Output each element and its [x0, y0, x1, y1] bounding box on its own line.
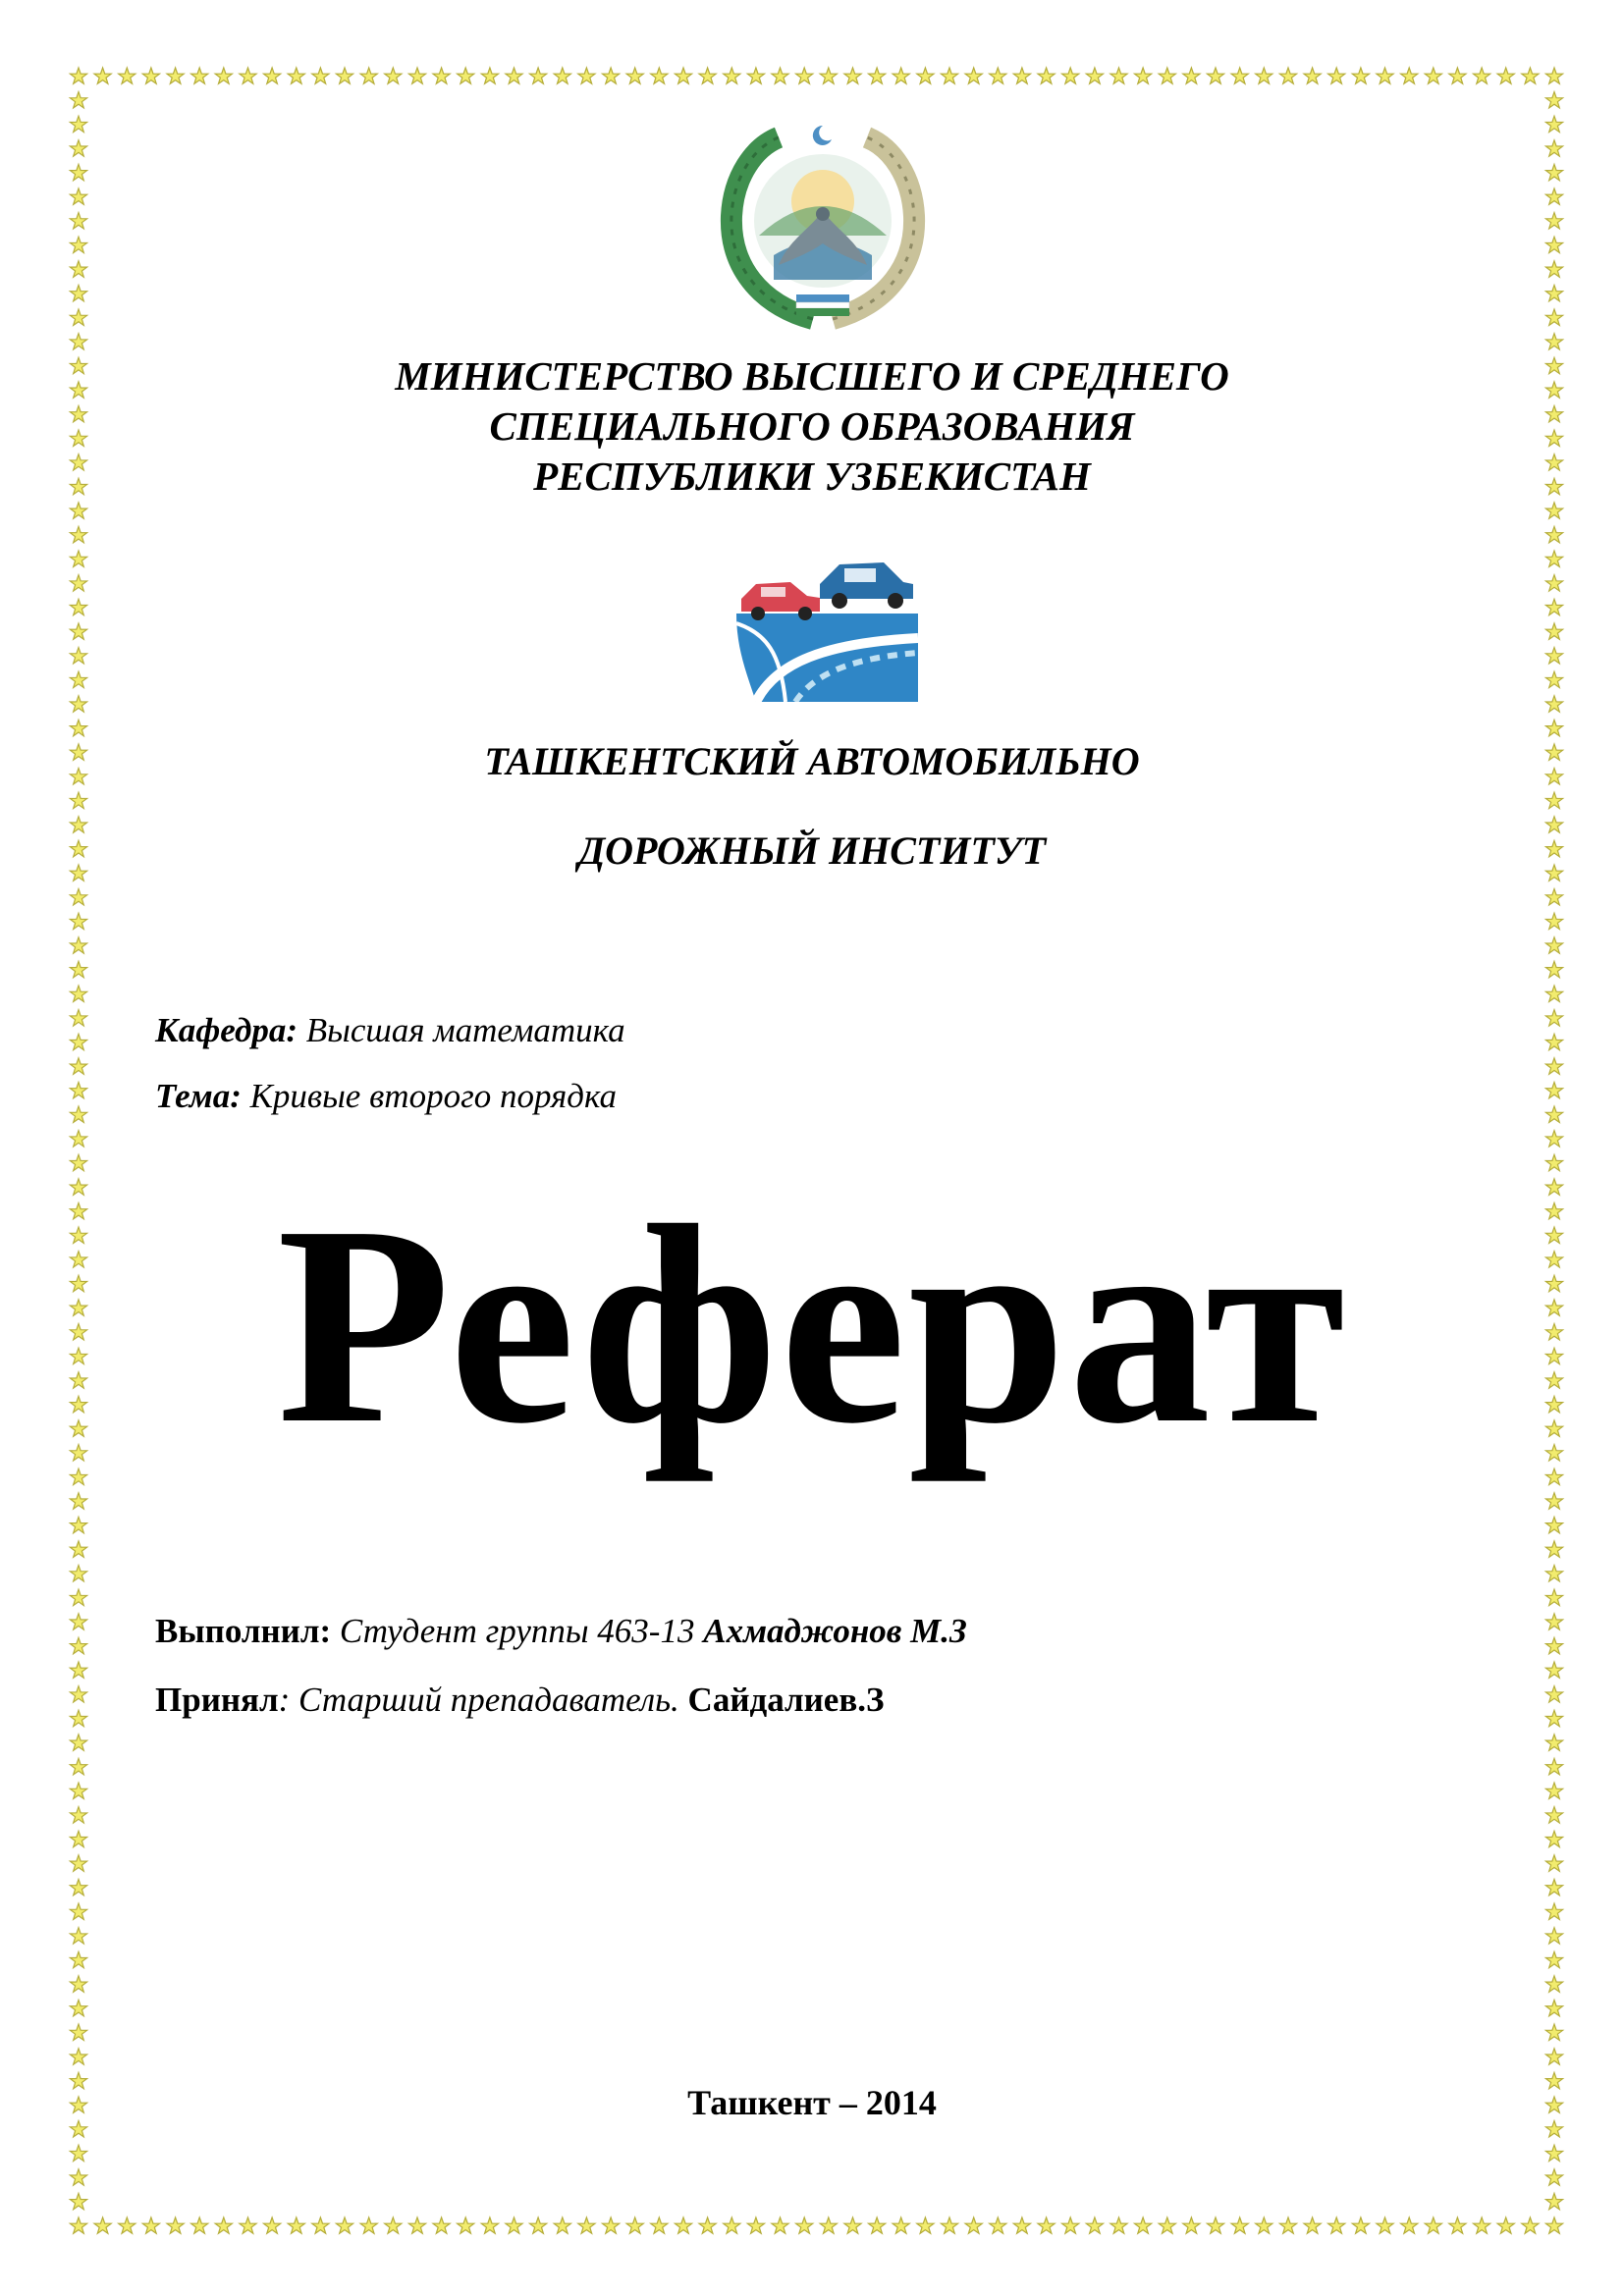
border-star-icon — [1545, 116, 1562, 132]
border-star-icon — [70, 1517, 86, 1532]
border-star-icon — [70, 1783, 86, 1798]
border-star-icon — [94, 68, 111, 83]
border-star-icon — [70, 1010, 86, 1026]
border-star-icon — [1545, 1517, 1562, 1532]
border-star-icon — [70, 116, 86, 132]
border-star-icon — [1279, 2217, 1296, 2233]
ministry-line-1: МИНИСТЕРСТВО ВЫСШЕГО И СРЕДНЕГО — [395, 353, 1229, 399]
border-star-icon — [433, 68, 450, 83]
border-star-icon — [1183, 68, 1200, 83]
border-star-icon — [1062, 2217, 1079, 2233]
border-star-icon — [1328, 2217, 1345, 2233]
border-star-icon — [191, 68, 208, 83]
border-star-icon — [70, 286, 86, 301]
border-star-icon — [724, 2217, 740, 2233]
border-star-icon — [70, 188, 86, 204]
border-star-icon — [506, 2217, 522, 2233]
border-star-icon — [458, 2217, 474, 2233]
border-star-icon — [70, 503, 86, 518]
border-star-icon — [1062, 68, 1079, 83]
border-star-icon — [70, 1662, 86, 1678]
border-star-icon — [1038, 2217, 1055, 2233]
border-star-icon — [1304, 2217, 1321, 2233]
border-star-icon — [554, 2217, 570, 2233]
border-star-icon — [1545, 309, 1562, 325]
border-star-icon — [1545, 2024, 1562, 2040]
border-star-icon — [70, 2169, 86, 2185]
border-star-icon — [1474, 68, 1490, 83]
reviewer-colon: : — [278, 1681, 291, 1719]
border-star-icon — [1207, 2217, 1223, 2233]
border-star-icon — [578, 68, 595, 83]
author-line — [155, 1610, 967, 1653]
border-star-icon — [1352, 68, 1369, 83]
reviewer-label: Принял — [155, 1681, 279, 1719]
border-star-icon — [1545, 261, 1562, 277]
border-star-icon — [578, 2217, 595, 2233]
border-star-icon — [1545, 1541, 1562, 1557]
border-star-icon — [1110, 2217, 1127, 2233]
border-star-icon — [1545, 2049, 1562, 2064]
border-star-icon — [1279, 68, 1296, 83]
border-star-icon — [408, 68, 425, 83]
border-star-icon — [1545, 237, 1562, 252]
border-star-icon — [240, 68, 256, 83]
border-star-icon — [1545, 1831, 1562, 1846]
border-star-icon — [288, 68, 304, 83]
border-star-icon — [70, 1058, 86, 1074]
border-star-icon — [240, 2217, 256, 2233]
border-star-icon — [70, 1589, 86, 1605]
border-star-icon — [1545, 1589, 1562, 1605]
border-star-icon — [1328, 68, 1345, 83]
border-star-icon — [70, 696, 86, 712]
document-title: Реферат — [276, 1167, 1348, 1482]
border-star-icon — [869, 68, 886, 83]
border-star-icon — [1545, 1880, 1562, 1896]
border-star-icon — [917, 68, 934, 83]
border-star-icon — [796, 2217, 813, 2233]
border-star-icon — [1135, 2217, 1152, 2233]
border-star-icon — [458, 68, 474, 83]
border-star-icon — [70, 2001, 86, 2016]
border-star-icon — [142, 68, 159, 83]
border-star-icon — [1231, 68, 1248, 83]
border-star-icon — [1545, 503, 1562, 518]
border-star-icon — [1545, 575, 1562, 591]
border-star-icon — [70, 1131, 86, 1147]
border-star-icon — [70, 237, 86, 252]
border-star-icon — [70, 551, 86, 566]
border-star-icon — [70, 1903, 86, 1919]
border-star-icon — [1545, 1083, 1562, 1098]
border-star-icon — [70, 1855, 86, 1871]
border-star-icon — [965, 68, 982, 83]
ministry-line-3: РЕСПУБЛИКИ УЗБЕКИСТАН — [533, 454, 1091, 499]
border-star-icon — [70, 913, 86, 929]
border-star-icon — [70, 599, 86, 614]
border-star-icon — [1545, 1759, 1562, 1775]
border-star-icon — [1207, 68, 1223, 83]
border-star-icon — [70, 1710, 86, 1726]
border-star-icon — [820, 2217, 837, 2233]
border-star-icon — [70, 2024, 86, 2040]
border-star-icon — [1545, 551, 1562, 566]
border-star-icon — [1449, 68, 1466, 83]
border-star-icon — [1545, 1010, 1562, 1026]
border-star-icon — [1545, 1637, 1562, 1653]
border-star-icon — [1086, 2217, 1103, 2233]
city-year-footer: Ташкент – 2014 — [687, 2083, 937, 2122]
border-star-icon — [1545, 188, 1562, 204]
border-star-icon — [1545, 599, 1562, 614]
border-star-icon — [360, 2217, 377, 2233]
border-star-icon — [796, 68, 813, 83]
border-star-icon — [70, 527, 86, 543]
border-star-icon — [1474, 2217, 1490, 2233]
border-star-icon — [1545, 2001, 1562, 2016]
border-star-icon — [70, 1566, 86, 1581]
border-star-icon — [530, 2217, 547, 2233]
border-star-icon — [1545, 164, 1562, 180]
border-star-icon — [603, 68, 620, 83]
border-star-icon — [70, 889, 86, 905]
border-star-icon — [264, 2217, 281, 2233]
border-star-icon — [603, 2217, 620, 2233]
border-star-icon — [70, 1614, 86, 1629]
border-star-icon — [1545, 720, 1562, 735]
border-star-icon — [1159, 68, 1175, 83]
border-star-icon — [70, 1541, 86, 1557]
border-star-icon — [844, 2217, 861, 2233]
border-star-icon — [70, 2217, 86, 2233]
border-star-icon — [70, 1831, 86, 1846]
border-star-icon — [1497, 68, 1514, 83]
border-star-icon — [675, 2217, 691, 2233]
border-star-icon — [1545, 1710, 1562, 1726]
border-star-icon — [990, 68, 1006, 83]
border-star-icon — [70, 961, 86, 977]
border-star-icon — [1256, 68, 1272, 83]
border-star-icon — [1545, 1686, 1562, 1702]
border-star-icon — [433, 2217, 450, 2233]
border-star-icon — [772, 2217, 788, 2233]
border-star-icon — [1545, 1034, 1562, 1049]
border-star-icon — [1377, 68, 1393, 83]
border-star-icon — [626, 2217, 643, 2233]
border-star-icon — [1545, 961, 1562, 977]
border-star-icon — [70, 575, 86, 591]
institute-name-line-2: ДОРОЖНЫЙ ИНСТИТУТ — [577, 828, 1047, 873]
border-star-icon — [699, 2217, 716, 2233]
border-star-icon — [1545, 2145, 1562, 2161]
border-star-icon — [724, 68, 740, 83]
border-star-icon — [1545, 1058, 1562, 1074]
border-star-icon — [70, 140, 86, 156]
border-star-icon — [70, 1686, 86, 1702]
border-star-icon — [1545, 1855, 1562, 1871]
border-star-icon — [1545, 937, 1562, 953]
border-star-icon — [70, 2049, 86, 2064]
border-star-icon — [1135, 68, 1152, 83]
border-star-icon — [70, 1880, 86, 1896]
border-star-icon — [1159, 2217, 1175, 2233]
institute-name-line-1: ТАШКЕНТСКИЙ АВТОМОБИЛЬНО — [484, 739, 1140, 783]
border-star-icon — [1231, 2217, 1248, 2233]
border-star-icon — [1545, 696, 1562, 712]
border-star-icon — [312, 2217, 329, 2233]
border-star-icon — [288, 2217, 304, 2233]
border-star-icon — [1545, 2217, 1562, 2233]
border-star-icon — [1545, 1735, 1562, 1750]
border-star-icon — [264, 68, 281, 83]
border-star-icon — [1545, 1566, 1562, 1581]
border-star-icon — [70, 937, 86, 953]
border-star-icon — [360, 68, 377, 83]
border-star-icon — [70, 1083, 86, 1098]
border-star-icon — [70, 986, 86, 1001]
border-star-icon — [1545, 1928, 1562, 1944]
border-star-icon — [385, 2217, 402, 2233]
border-star-icon — [699, 68, 716, 83]
author-name: Ахмаджонов М.З — [703, 1612, 967, 1650]
border-star-icon — [1545, 1976, 1562, 1992]
border-star-icon — [1545, 2169, 1562, 2185]
border-star-icon — [965, 2217, 982, 2233]
border-star-icon — [1545, 527, 1562, 543]
border-star-icon — [1545, 986, 1562, 1001]
border-star-icon — [1425, 68, 1441, 83]
cars-road-logo-icon — [736, 555, 918, 702]
border-star-icon — [1545, 792, 1562, 808]
border-star-icon — [70, 2193, 86, 2209]
border-star-icon — [1545, 889, 1562, 905]
border-star-icon — [893, 2217, 909, 2233]
border-star-icon — [1545, 1493, 1562, 1509]
department-value: Высшая математика — [305, 1011, 625, 1049]
border-star-icon — [1449, 2217, 1466, 2233]
border-star-icon — [1256, 2217, 1272, 2233]
reviewer-role: Старший препадаватель. — [298, 1681, 679, 1719]
border-star-icon — [70, 213, 86, 229]
border-star-icon — [1401, 2217, 1418, 2233]
border-star-icon — [844, 68, 861, 83]
border-star-icon — [191, 2217, 208, 2233]
border-star-icon — [1304, 68, 1321, 83]
border-star-icon — [70, 648, 86, 664]
border-star-icon — [167, 2217, 184, 2233]
border-star-icon — [70, 623, 86, 639]
border-star-icon — [119, 68, 135, 83]
border-star-icon — [70, 1976, 86, 1992]
border-star-icon — [336, 68, 352, 83]
department-label: Кафедра: — [155, 1011, 298, 1049]
border-star-icon — [1545, 92, 1562, 108]
border-star-icon — [675, 68, 691, 83]
border-star-icon — [1110, 68, 1127, 83]
border-star-icon — [1545, 68, 1562, 83]
border-star-icon — [1545, 1131, 1562, 1147]
border-star-icon — [1545, 286, 1562, 301]
border-star-icon — [1545, 2193, 1562, 2209]
border-star-icon — [893, 68, 909, 83]
reviewer-name: Сайдалиев.З — [687, 1681, 885, 1719]
border-star-icon — [1183, 2217, 1200, 2233]
topic-field — [155, 1075, 617, 1118]
border-star-icon — [1401, 68, 1418, 83]
border-star-icon — [651, 2217, 668, 2233]
border-star-icon — [1522, 68, 1539, 83]
border-star-icon — [142, 2217, 159, 2233]
state-emblem-icon — [720, 118, 926, 344]
border-star-icon — [869, 2217, 886, 2233]
border-star-icon — [70, 164, 86, 180]
border-star-icon — [70, 792, 86, 808]
border-star-icon — [70, 92, 86, 108]
border-star-icon — [481, 2217, 498, 2233]
border-star-icon — [1545, 1951, 1562, 1967]
border-star-icon — [1425, 2217, 1441, 2233]
border-star-icon — [70, 720, 86, 735]
border-star-icon — [70, 1493, 86, 1509]
border-star-icon — [481, 68, 498, 83]
ministry-line-2: СПЕЦИАЛЬНОГО ОБРАЗОВАНИЯ — [489, 403, 1135, 449]
border-star-icon — [70, 334, 86, 349]
border-star-icon — [70, 1637, 86, 1653]
border-star-icon — [336, 2217, 352, 2233]
border-star-icon — [70, 1106, 86, 1122]
border-star-icon — [70, 68, 86, 83]
border-star-icon — [1377, 2217, 1393, 2233]
border-star-icon — [1013, 68, 1030, 83]
border-star-icon — [1545, 913, 1562, 929]
topic-value: Кривые второго порядка — [249, 1077, 617, 1115]
border-star-icon — [1013, 2217, 1030, 2233]
ministry-heading — [0, 351, 1624, 502]
border-star-icon — [1352, 2217, 1369, 2233]
border-star-icon — [312, 68, 329, 83]
border-star-icon — [651, 68, 668, 83]
border-star-icon — [1545, 623, 1562, 639]
reviewer-line — [155, 1679, 884, 1722]
border-star-icon — [626, 68, 643, 83]
topic-label: Тема: — [155, 1077, 242, 1115]
border-star-icon — [215, 2217, 232, 2233]
border-star-icon — [506, 68, 522, 83]
border-star-icon — [941, 2217, 957, 2233]
border-star-icon — [70, 2145, 86, 2161]
border-star-icon — [70, 309, 86, 325]
border-star-icon — [70, 1759, 86, 1775]
border-star-icon — [1545, 648, 1562, 664]
border-star-icon — [941, 68, 957, 83]
border-star-icon — [1545, 1807, 1562, 1823]
border-star-icon — [1086, 68, 1103, 83]
border-star-icon — [747, 68, 764, 83]
border-star-icon — [70, 1928, 86, 1944]
border-star-icon — [70, 261, 86, 277]
border-star-icon — [1522, 2217, 1539, 2233]
border-star-icon — [554, 68, 570, 83]
border-star-icon — [385, 68, 402, 83]
border-star-icon — [94, 2217, 111, 2233]
border-star-icon — [1545, 1783, 1562, 1798]
border-star-icon — [1545, 140, 1562, 156]
border-star-icon — [167, 68, 184, 83]
border-star-icon — [772, 68, 788, 83]
border-star-icon — [990, 2217, 1006, 2233]
border-star-icon — [70, 1807, 86, 1823]
border-star-icon — [70, 1735, 86, 1750]
border-star-icon — [70, 1034, 86, 1049]
border-star-icon — [70, 671, 86, 687]
author-role: Студент группы 463-13 — [339, 1612, 695, 1650]
border-star-icon — [1545, 1662, 1562, 1678]
border-star-icon — [408, 2217, 425, 2233]
department-field — [155, 1009, 625, 1052]
border-star-icon — [917, 2217, 934, 2233]
border-star-icon — [215, 68, 232, 83]
border-star-icon — [747, 2217, 764, 2233]
border-star-icon — [1038, 68, 1055, 83]
border-star-icon — [119, 2217, 135, 2233]
border-star-icon — [1497, 2217, 1514, 2233]
border-star-icon — [820, 68, 837, 83]
border-star-icon — [1545, 213, 1562, 229]
border-star-icon — [1545, 1903, 1562, 1919]
border-star-icon — [1545, 1106, 1562, 1122]
border-star-icon — [1545, 1614, 1562, 1629]
border-star-icon — [70, 1951, 86, 1967]
border-star-icon — [1545, 334, 1562, 349]
author-label: Выполнил: — [155, 1612, 332, 1650]
border-star-icon — [1545, 671, 1562, 687]
border-star-icon — [530, 68, 547, 83]
